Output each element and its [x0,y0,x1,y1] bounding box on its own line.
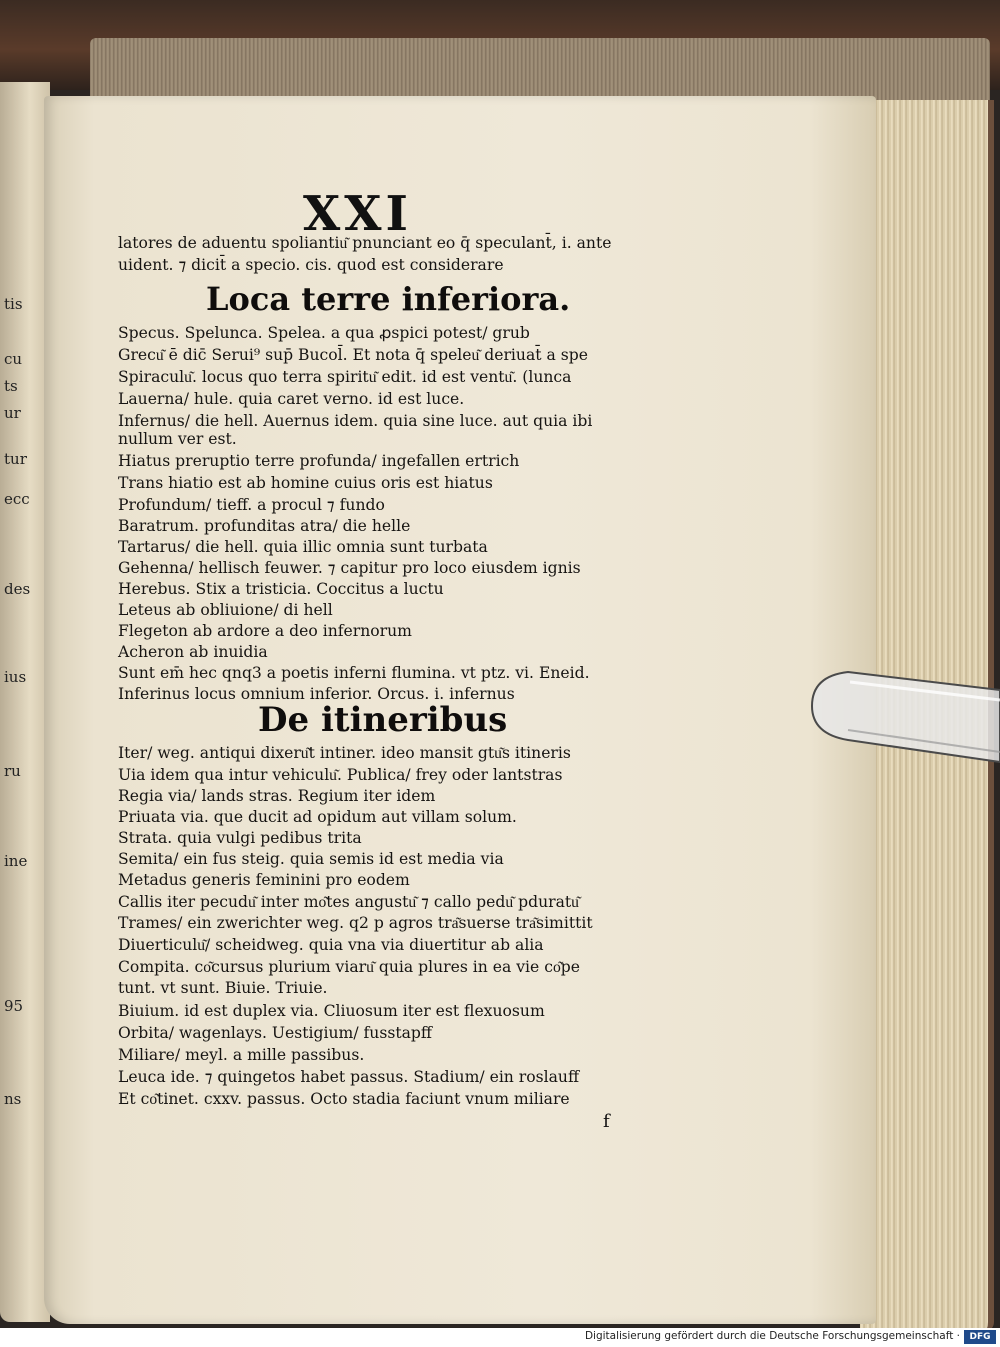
margin-fragment: ur [4,404,21,422]
left-page-edge [0,82,50,1322]
text-line: Gehenna/ hellisch feuwer. ⁊ capitur pro loco eiusdem ignis [118,559,581,577]
text-line: Compita. co͂cursus plurium viaru͂ quia plures in ea vie co͂pe [118,958,580,976]
text-line: Lauerna/ hule. quia caret verno. id est luce. [118,390,465,408]
margin-fragment: des [4,580,31,598]
text-line: Metadus generis feminini pro eodem [118,871,410,889]
text-line: Spiraculu͂. locus quo terra spiritu͂ edit. id est ventu͂. (lunca [118,368,572,386]
section-heading-loca-terre: Loca terre inferiora. [206,280,571,318]
text-line: latores de aduentu spoliantiu͂ pnunciant eo q̄ speculant̄, i. ante [118,234,612,252]
section-heading-de-itineribus: De itineribus [258,700,508,740]
text-line: uident. ⁊ dicit̄ a specio. cis. quod est considerare [118,256,504,274]
margin-fragment: ts [4,377,18,395]
text-line: Iter/ weg. antiqui dixeru͂t intiner. ideo mansit gtu͂s itineris [118,744,571,762]
text-line: Flegeton ab ardore a deo infernorum [118,622,412,640]
margin-fragment: ine [4,852,28,870]
footer-bar [0,1328,1000,1347]
text-line: Semita/ ein fus steig. quia semis id est media via [118,850,504,868]
text-line: Callis iter pecudu͂ inter mo͂tes angustu͂ ⁊ callo pedu͂ pduratu͂ [118,893,579,911]
text-line: Baratrum. profunditas atra/ die helle [118,517,411,535]
page-clip [808,668,1000,768]
margin-fragment: tis [4,295,23,313]
signature-mark: f [603,1111,610,1132]
text-line: Sunt em̄ hec qnq3 a poetis inferni flumina. vt ptz. vi. Eneid. [118,664,590,682]
text-line: Priuata via. que ducit ad opidum aut villam solum. [118,808,517,826]
text-line: Herebus. Stix a tristicia. Coccitus a luctu [118,580,444,598]
text-line: Uia idem qua intur vehiculu͂. Publica/ frey oder lantstras [118,766,563,784]
text-line: Profundum/ tieff. a procul ⁊ fundo [118,496,385,514]
text-line: Orbita/ wagenlays. Uestigium/ fusstapff [118,1024,432,1042]
text-line: Inferinus locus omnium inferior. Orcus. i. infernus [118,685,515,703]
text-line: Trames/ ein zwerichter weg. q2 p agros tra͂suerse tra͂simittit [118,914,593,932]
text-line: Regia via/ lands stras. Regium iter idem [118,787,436,805]
margin-fragment: ns [4,1090,22,1108]
text-line: Miliare/ meyl. a mille passibus. [118,1046,365,1064]
margin-fragment: ecc [4,490,30,508]
text-line: Tartarus/ die hell. quia illic omnia sunt turbata [118,538,488,556]
text-line: Specus. Spelunca. Spelea. a qua ꝓspici potest/ grub [118,324,530,342]
text-line: Acheron ab inuidia [118,643,268,661]
text-line: Leteus ab obliuione/ di hell [118,601,333,619]
text-line: Et co͂tinet. cxxv. passus. Octo stadia faciunt vnum miliare [118,1090,570,1108]
text-line: Strata. quia vulgi pedibus trita [118,829,362,847]
margin-fragment: 95 [4,997,24,1015]
text-line: Diuerticulu͂/ scheidweg. quia vna via diuertitur ab alia [118,936,544,954]
text-line: Infernus/ die hell. Auernus idem. quia sine luce. aut quia ibi [118,412,593,430]
margin-fragment: ru [4,762,21,780]
text-line: tunt. vt sunt. Biuie. Triuie. [118,979,328,997]
text-line: nullum ver est. [118,430,237,448]
dfg-logo: DFG [964,1330,996,1344]
text-line: Trans hiatio est ab homine cuius oris est hiatus [118,474,493,492]
margin-fragment: ius [4,668,27,686]
text-line: Hiatus preruptio terre profunda/ ingefallen ertrich [118,452,520,470]
footer-credit: Digitalisierung gefördert durch die Deutsche Forschungsgemeinschaft · [584,1330,960,1342]
margin-fragment: tur [4,450,27,468]
margin-fragment: cu [4,350,23,368]
text-line: Leuca ide. ⁊ quingetos habet passus. Stadium/ ein roslauff [118,1068,580,1086]
text-line: Grecu͂ ē dic̄ Serui⁹ sup̄ Bucol̄. Et nota q̄ speleu͂ deriuat̄ a spe [118,346,588,364]
page-number: XXI [303,186,412,242]
text-line: Biuium. id est duplex via. Cliuosum iter est flexuosum [118,1002,545,1020]
